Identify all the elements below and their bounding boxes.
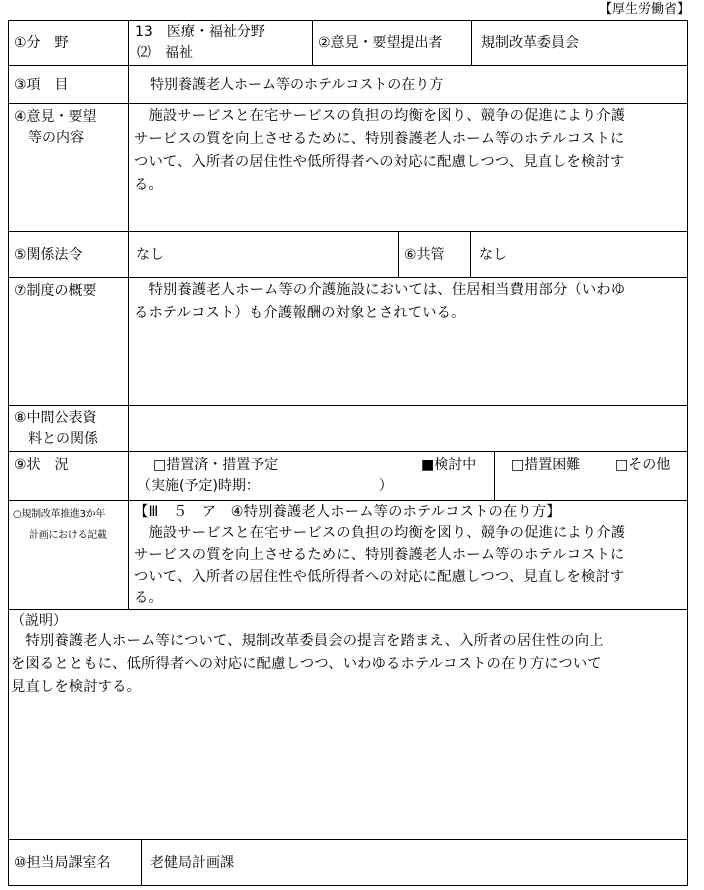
interim-label-line1: ⑧中間公表資 [14,410,97,426]
request-label-line2: 等の内容 [28,130,84,146]
plan-label-line1: ○規制改革推進3か年 [13,509,106,520]
explanation-line: 特別養護老人ホーム等について、規制改革委員会の提言を踏まえ、入所者の居住性の向上 [11,633,604,649]
item-label-cell [9,66,129,103]
row-status [9,452,687,501]
request-line: サービスの質を向上させるために、特別養護老人ホーム等のホテルコストに [134,131,625,147]
status-side-cell [495,452,687,500]
joint-value-cell [471,232,687,277]
plan-line: 【Ⅲ ５ ア ④特別養護老人ホーム等のホテルコストの在り方】 [134,504,561,520]
request-label-line1: ④意見・要望 [14,109,97,125]
row-office [9,840,687,885]
field-label: ①分 野 [14,35,69,51]
law-value: なし [136,247,164,263]
request-line: ついて、入所者の居住性や低所得者への対応に配慮しつつ、見直しを検討す [134,154,625,170]
request-line: 施設サービスと在宅サービスの負担の均衡を図り、競争の促進により介護 [134,108,626,124]
joint-label: ⑥共管 [404,247,445,263]
plan-line: ついて、入所者の居住性や低所得者への対応に配慮しつつ、見直しを検討す [134,569,625,585]
status-option-review: ■検討中 [421,457,477,473]
status-schedule: （実施(予定)時期： ） [137,478,393,494]
field-value-line2: ⑵ 福祉 [137,45,193,61]
plan-value-cell [129,501,687,609]
field-label-cell [9,21,129,65]
explanation-line: を図るとともに、低所得者への対応に配慮しつつ、いわゆるホテルコストの在り方について [11,656,602,672]
request-value-cell [129,104,687,231]
interim-label-cell [9,406,129,451]
office-value-cell [142,840,687,885]
interim-value-cell [129,406,687,451]
row-law [9,232,687,278]
ministry-label: 【厚生労働省】 [598,2,690,17]
row-request [9,104,687,232]
status-option-done: □措置済・措置予定 [153,457,279,473]
system-label: ⑦制度の概要 [14,283,97,299]
plan-label-line2: 計画における記載 [29,530,107,541]
office-value: 老健局計画課 [150,855,234,871]
joint-value: なし [479,247,507,263]
law-label: ⑤関係法令 [14,247,83,263]
item-value-cell [129,66,687,103]
submitter-value: 規制改革委員会 [481,35,579,51]
system-line: るホテルコスト）も介護報酬の対象とされている。 [134,305,466,321]
item-value: 特別養護老人ホーム等のホテルコストの在り方 [150,77,444,93]
status-option-difficult: □措置困難 [511,457,581,473]
row-interim [9,406,687,452]
plan-line: サービスの質を向上させるために、特別養護老人ホーム等のホテルコストに [134,547,625,563]
plan-line: 施設サービスと在宅サービスの負担の均衡を図り、競争の促進により介護 [134,525,626,541]
request-label-cell [9,104,129,231]
status-main-cell [129,452,495,500]
row-explanation [9,610,687,840]
field-value-line1: 13 医療・福祉分野 [135,24,265,40]
row-system [9,278,687,406]
explanation-line: 見直しを検討する。 [11,679,142,695]
submitter-label: ②意見・要望提出者 [318,35,443,51]
field-value-cell [129,21,313,65]
system-value-cell [129,278,687,405]
system-label-cell [9,278,129,405]
law-label-cell [9,232,129,277]
row-field [9,21,687,66]
office-label: ⑩担当局課室名 [14,855,111,871]
form-table [8,20,688,886]
row-plan [9,501,687,610]
status-option-other: □その他 [615,457,671,473]
plan-label-cell [9,501,129,609]
request-line: る。 [134,177,163,193]
office-label-cell [9,840,142,885]
interim-label-line2: 料との関係 [28,431,98,447]
submitter-label-cell [313,21,472,65]
system-line: 特別養護老人ホーム等の介護施設においては、住居相当費用部分（いわゆ [134,282,626,298]
plan-line: る。 [134,590,163,606]
explanation-heading: （説明） [11,613,67,629]
row-item [9,66,687,104]
joint-label-cell [399,232,471,277]
item-label: ③項 目 [14,77,69,93]
law-value-cell [129,232,399,277]
status-label-cell [9,452,129,500]
submitter-value-cell [472,21,687,65]
status-label: ⑨状 況 [14,457,69,473]
